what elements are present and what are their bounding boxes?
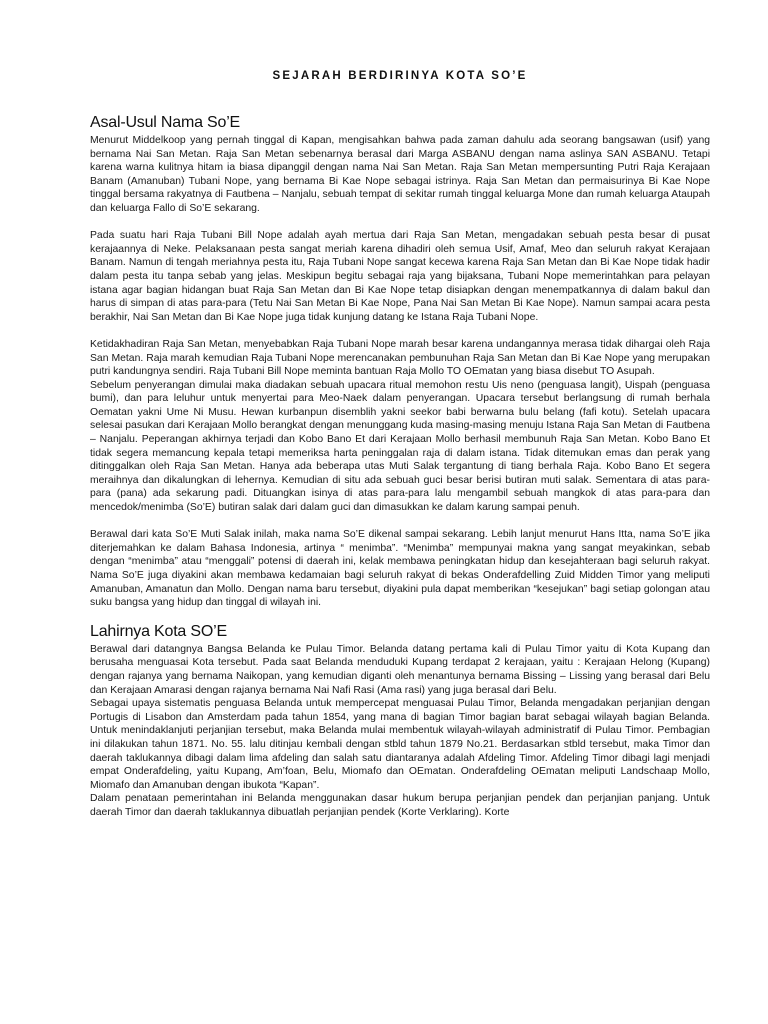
document-title: SEJARAH BERDIRINYA KOTA SO’E [272, 70, 528, 82]
paragraph: Pada suatu hari Raja Tubani Bill Nope adalah ayah mertua dari Raja San Metan, mengadakan sebuah pesta besar di pusat kerajaannya di Neke. Pelaksanaan pesta sangat meriah karena dihadiri oleh semua Usif, Amaf, Meo dan seluruh rakyat Kerajaan Banam. Namun di tengah meriahnya pesta itu, Raja Tubani Nope sangat kecewa karena Raja San Metan dan Bi Kae Nope tidak hadir dalam pesta itu tanpa sebab yang jelas. Meskipun begitu sebagai raja yang bijaksana, Tubani Nope memerintahkan para pelayan istana agar bagian hidangan buat Raja San Metan dan Bi Kae Nope tetap disiapkan dengan menempatkannya di dalam bakul dan harus di simpan di atas para-para (Tetu Nai San Metan Bi Kae Nope, Pana Nai San Metan Bi Kae Nope). Namun sampai acara pesta berakhir, Nai San Metan dan Bi Kae Nope juga tidak kunjung datang ke Istana Raja Tubani Nope. [90, 230, 710, 323]
section-heading: Lahirnya Kota SO’E [90, 622, 227, 640]
paragraph: Sebelum penyerangan dimulai maka diadakan sebuah upacara ritual memohon restu Uis neno (penguasa langit), Uispah (penguasa bumi), dan para leluhur untuk menyertai para Meo-Naek dalam penyerangan. Upacara tersebut berlangsung di rumah berhala Oematan yakni Ume Ni Musu. Hewan kurbanpun disemblih yakni seekor babi berwarna bulu belang (fafi kotu). Setelah upacara selesai pasukan dari Kerajaan Mollo berangkat dengan menunggang kuda masing-masing menuju Istana Raja San Metan di Fautbena – Nanjalu. Peperangan akhirnya terjadi dan Kobo Bano Et dari Kerajaan Mollo berhasil membunuh Raja San Metan. Kobo Bano Et tidak segera memancung kepala tetapi memeriksa harta peninggalan raja di dalam istana. Tidak ditemukan emas dan perak yang ditinggalkan oleh Raja San Metan. Hanya ada beberapa utas Muti Salak tergantung di tiang berhala Raja. Kobo Bano Et segera meraihnya dan dikalungkan di lehernya. Kemudian di situ ada sebuah guci besar berisi butiran muti salak. Sementara di atas para-para (pana) ada sekarung padi. Dituangkan isinya di atas para-para lalu mengambil sebuah mangkok di atas para-para dan mencedok/menimba (So’E) butiran salak dari dalam guci dan dimasukkan ke dalam karung sampai penuh. [90, 379, 710, 514]
paragraph: Sebagai upaya sistematis penguasa Belanda untuk mempercepat menguasai Pulau Timor, Belanda mengadakan perjanjian dengan Portugis di Lisabon dan Amsterdam pada tahun 1854, yang mana di bagian Timor bagian barat sebagai wilayah bagian Belanda. Untuk menindaklanjuti perjanjian tersebut, maka Belanda mulai membentuk wilayah-wilayah administratif di Pulau Timor. Pembagian ini dilakukan tahun 1871. No. 55. lalu ditinjau kembali dengan stbld tahun 1879 No.21. Berdasarkan stbld tersebut, maka Timor dan daerah taklukannya dibagi dalam lima afdeling dan salah satu diantaranya adalah Afdeling Timor. Afdeling Timor dibagi lagi menjadi empat Onderafdeling, yaitu Kupang, Am’foan, Belu, Miomafo dan OEmatan. Onderafdeling OEmatan meliputi Landschaap Mollo, Miomafo dan Amanuban dengan ibukota “Kapan”. [90, 698, 710, 791]
section-heading: Asal-Usul Nama So’E [90, 114, 241, 131]
document-page [90, 70, 710, 820]
paragraph: Ketidakhadiran Raja San Metan, menyebabkan Raja Tubani Nope marah besar karena undangannya merasa tidak dihargai oleh Raja San Metan. Raja marah kemudian Raja Tubani Nope merencanakan pembunuhan Raja San Metan dan Bi Kae Nope yang merupakan putri kandungnya sendiri. Raja Tubani Bill Nope meminta bantuan Raja Mollo TO OEmatan yang biasa disebut TO Asupah. [90, 338, 710, 378]
section-asal-usul [90, 114, 710, 610]
paragraph: Berawal dari datangnya Bangsa Belanda ke Pulau Timor. Belanda datang pertama kali di Pulau Timor yaitu di Kota Kupang dan berusaha menguasai Kota tersebut. Pada saat Belanda menduduki Kupang terdapat 2 kerajaan, yaitu : Kerajaan Helong (Kupang) dengan rajanya yang bernama Naikopan, yang kemudian diganti oleh menantunya bernama Bissing – Lissing yang berasal dari Belu dan Kerajaan Amarasi dengan rajanya bernama Nai Nafi Rasi (Ama rasi) yang juga berasal dari Belu. [90, 643, 710, 696]
paragraph: Berawal dari kata So’E Muti Salak inilah, maka nama So’E dikenal sampai sekarang. Lebih lanjut menurut Hans Itta, nama So’E jika diterjemahkan ke dalam Bahasa Indonesia, artinya “ menimba”. “Menimba” mempunyai makna yang sangat meyakinkan, sebab dengan “menimba” atau “menggali” potensi di daerah ini, kelak membawa peningkatan hidup dan kesejahteraan bagi seluruh rakyat. Nama So’E juga diyakini akan membawa kedamaian bagi seluruh rakyat di bekas Onderafdelling Zuid Midden Timor yang meliputi Amanuban, Amanatun dan Mollo. Dengan nama baru tersebut, diyakini pula dapat memberikan “kesejukan” bagi setiap golongan atau suku bangsa yang hidup dan tinggal di wilayah ini. [90, 529, 710, 609]
paragraph: Menurut Middelkoop yang pernah tinggal di Kapan, mengisahkan bahwa pada zaman dahulu ada seorang bangsawan (usif) yang bernama Nai San Metan. Raja San Metan sebenarnya berasal dari Marga ASBANU dengan nama aslinya SAN ASBANU. Tetapi karena warna kulitnya hitam ia biasa dipanggil dengan nama Nai San Metan. Raja San Metan mempersunting Putri Raja Kerajaan Banam (Amanuban) Tubani Nope, yang bernama Bi Kae Nope sebagai istrinya. Raja San Metan dan permaisurinya Bi Kae Nope tinggal bersama rakyatnya di Fautbena – Nanjalu, sebuah tempat di sekitar rumah tinggal keluarga Mone dan rumah keluarga Ataupah dan keluarga Fallo di So’E sekarang. [90, 135, 710, 214]
section-lahirnya-kota [90, 623, 710, 820]
paragraph: Dalam penataan pemerintahan ini Belanda menggunakan dasar hukum berupa perjanjian pendek dan perjanjian panjang. Untuk daerah Timor dan daerah taklukannya dibuatlah perjanjian pendek (Korte Verklaring). Korte [90, 793, 710, 818]
